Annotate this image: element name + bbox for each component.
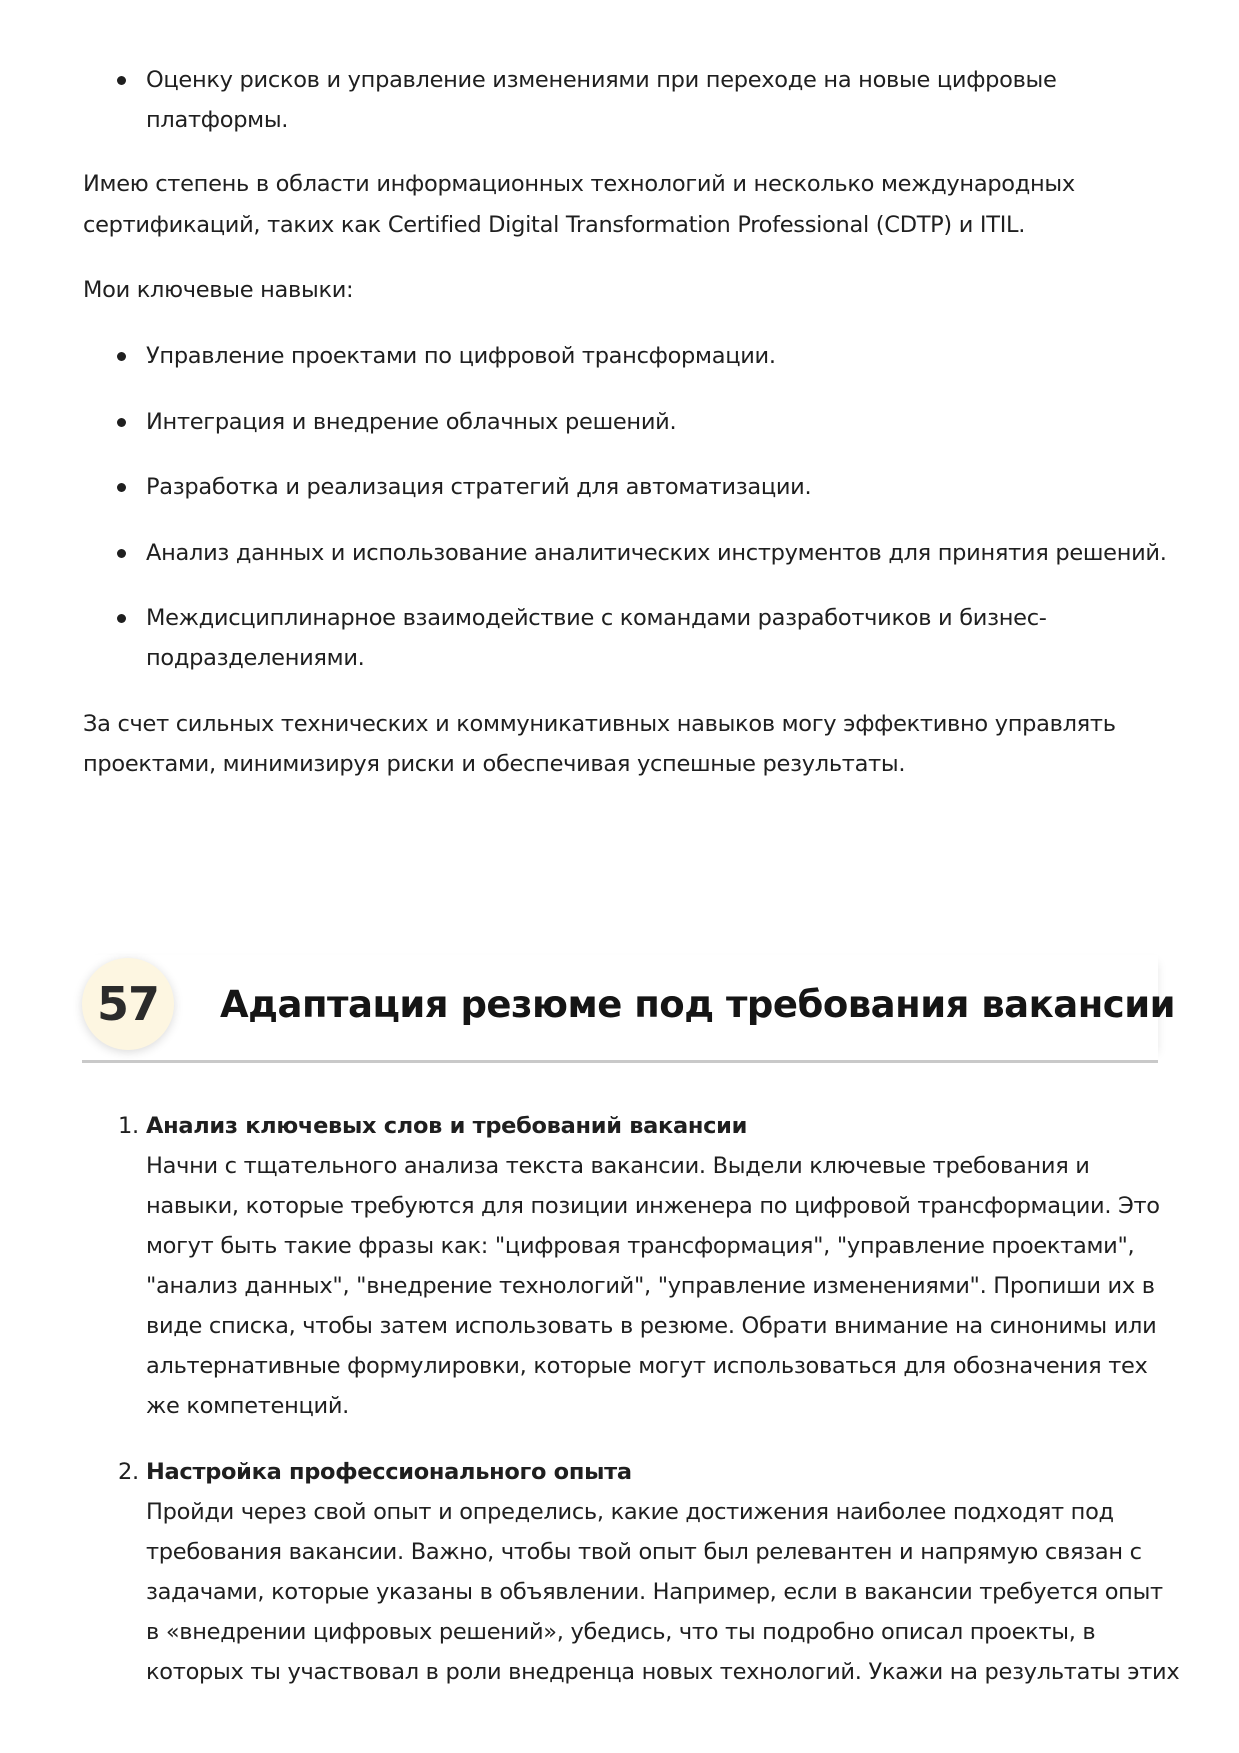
item-line: альтернативные формулировки, которые могут использоваться для обозначения тех [146, 1353, 1148, 1379]
item-number: 2. [118, 1459, 139, 1485]
item-title: Настройка профессионального опыта [146, 1459, 632, 1485]
skill-item: Анализ данных и использование аналитических инструментов для принятия решений. [146, 540, 1167, 566]
bullet-dot [117, 483, 126, 492]
section-number-badge: 57 [82, 958, 174, 1050]
bullet-dot [117, 614, 126, 623]
item-line: требования вакансии. Важно, чтобы твой опыт был релевантен и напрямую связан с [146, 1539, 1142, 1565]
skill-item: Управление проектами по цифровой трансформации. [146, 343, 776, 369]
bullet-dot [117, 76, 126, 85]
item-line: "анализ данных", "внедрение технологий", "управление изменениями". Пропиши их в [146, 1273, 1155, 1299]
paragraph-line: проектами, минимизируя риски и обеспечивая успешные результаты. [83, 751, 906, 777]
skill-item: Разработка и реализация стратегий для автоматизации. [146, 474, 812, 500]
skill-item: Интеграция и внедрение облачных решений. [146, 409, 677, 435]
item-line: навыки, которые требуются для позиции инженера по цифровой трансформации. Это [146, 1193, 1160, 1219]
item-line: Начни с тщательного анализа текста вакансии. Выдели ключевые требования и [146, 1153, 1090, 1179]
item-line: которых ты участвовал в роли внедренца новых технологий. Укажи на результаты этих [146, 1659, 1180, 1685]
bullet-line: платформы. [146, 107, 289, 133]
bullet-dot [117, 352, 126, 361]
item-line: Пройди через свой опыт и определись, какие достижения наиболее подходят под [146, 1499, 1114, 1525]
item-line: задачами, которые указаны в объявлении. Например, если в вакансии требуется опыт [146, 1579, 1163, 1605]
item-title: Анализ ключевых слов и требований вакансии [146, 1113, 748, 1139]
skills-heading: Мои ключевые навыки: [83, 277, 354, 303]
item-line: в «внедрении цифровых решений», убедись, что ты подробно описал проекты, в [146, 1619, 1096, 1645]
bullet-dot [117, 549, 126, 558]
paragraph-line: сертификаций, таких как Certified Digital Transformation Professional (CDTP) и ITIL. [83, 212, 1026, 238]
bullet-line: Оценку рисков и управление изменениями при переходе на новые цифровые [146, 67, 1057, 93]
skill-item: Междисциплинарное взаимодействие с командами разработчиков и бизнес- [146, 605, 1047, 631]
item-number: 1. [118, 1113, 139, 1139]
section-divider [82, 1060, 1158, 1063]
skill-item: подразделениями. [146, 645, 365, 671]
bullet-dot [117, 418, 126, 427]
item-line: могут быть такие фразы как: "цифровая трансформация", "управление проектами", [146, 1233, 1135, 1259]
paragraph-line: Имею степень в области информационных технологий и несколько международных [83, 171, 1075, 197]
section-title: Адаптация резюме под требования вакансии [220, 983, 1176, 1026]
paragraph-line: За счет сильных технических и коммуникативных навыков могу эффективно управлять [83, 711, 1116, 737]
item-line: же компетенций. [146, 1393, 350, 1419]
item-line: виде списка, чтобы затем использовать в резюме. Обрати внимание на синонимы или [146, 1313, 1157, 1339]
